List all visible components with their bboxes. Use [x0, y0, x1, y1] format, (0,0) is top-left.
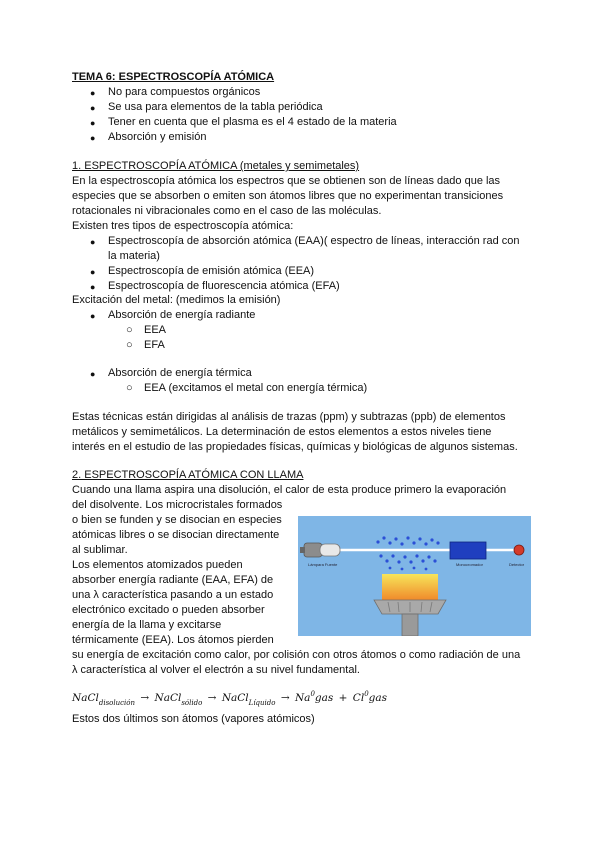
type-item: Espectroscopía de fluorescencia atómica (EFA): [108, 280, 340, 292]
monochromator-icon: [450, 542, 486, 559]
hollow-bullet-icon: ○: [126, 339, 133, 351]
intro-bullet: Absorción y emisión: [108, 131, 207, 143]
excitation-intro: Excitación del metal: (medimos la emisión): [72, 294, 281, 306]
section1-heading: 1. ESPECTROSCOPÍA ATÓMICA (metales y semimetales): [72, 160, 360, 172]
paragraph-line: Cuando una llama aspira una disolución, el calor de esta produce primero la evaporación: [72, 484, 507, 496]
type-item-continuation: la materia): [108, 250, 160, 262]
paragraph-line: térmicamente (EEA). Los átomos pierden: [72, 634, 274, 646]
paragraph-line: una λ característica pasando a un estado: [72, 589, 274, 601]
closing-line: Estos dos últimos son átomos (vapores atómicos): [72, 713, 315, 725]
bullet-icon: ●: [90, 118, 96, 128]
bullet-icon: ●: [90, 369, 96, 379]
bullet-icon: ●: [90, 133, 96, 143]
formula-nacl: NaCl: [221, 692, 249, 704]
paragraph-line: Estas técnicas están dirigidas al análisis de trazas (ppm) y subtrazas (ppb) de elementos: [72, 411, 506, 423]
paragraph-line: Los elementos atomizados pueden: [72, 559, 243, 571]
bullet-icon: ●: [90, 103, 96, 113]
paragraph-line: o bien se funden y se disocian en especies: [72, 514, 282, 526]
flame-spectroscopy-diagram: [298, 516, 531, 636]
section2-heading: 2. ESPECTROSCOPÍA ATÓMICA CON LLAMA: [72, 469, 304, 481]
formula-sup: 0: [310, 690, 315, 698]
bullet-icon: ●: [90, 237, 96, 247]
paragraph-line: atómicas libres o se disocian directamente: [72, 529, 280, 541]
paragraph-line: del disolvente. Los microcristales formados: [72, 499, 283, 511]
intro-bullet: No para compuestos orgánicos: [108, 86, 261, 98]
radiant-subitem: EEA: [144, 324, 167, 336]
monochromator-label: Monocromador: [456, 562, 483, 567]
plus-sign: +: [338, 692, 348, 704]
paragraph-line: especies que se absorben o emiten son átomos libres que no experimentan transiciones: [72, 190, 504, 202]
radiant-subitem: EFA: [144, 339, 165, 351]
formula-cl: Cl: [352, 692, 365, 704]
arrow-icon: →: [280, 692, 290, 704]
thermal-subitem: EEA (excitamos el metal con energía térmica): [144, 382, 368, 394]
bullet-icon: ●: [90, 88, 96, 98]
paragraph-line: al sublimar.: [72, 544, 128, 556]
formula-gas: gas: [314, 692, 334, 704]
paragraph-line: metálicos y semimetálicos. La determinación de estos elementos a estos niveles tiene: [72, 426, 492, 438]
paragraph-line: su energía de excitación como calor, por colisión con otros átomos o como radiación de una: [72, 649, 521, 661]
radiant-item: Absorción de energía radiante: [108, 309, 256, 321]
detector-label: Detector: [509, 562, 525, 567]
paragraph-line: λ característica al volver el electrón a su nivel fundamental.: [72, 664, 360, 676]
formula-nacl: NaCl: [72, 692, 99, 704]
arrow-icon: →: [207, 692, 217, 704]
bullet-icon: ●: [90, 311, 96, 321]
paragraph-line: En la espectroscopía atómica los espectros que se obtienen son de líneas dado que las: [72, 175, 501, 187]
paragraph-line: absorber energía radiante (EAA, EFA) de: [72, 574, 274, 586]
formula-gas: gas: [368, 692, 388, 704]
formula-sub: Líquido: [248, 699, 276, 707]
type-item: Espectroscopía de emisión atómica (EEA): [108, 265, 315, 277]
paragraph-line: interés en el estudio de las propiedades físicas, químicas y biológicas de algunos sistemas.: [72, 441, 518, 453]
intro-bullet: Tener en cuenta que el plasma es el 4 estado de la materia: [108, 116, 397, 128]
reaction-formula: [72, 690, 387, 707]
type-item: Espectroscopía de absorción atómica (EAA)( espectro de líneas, interacción rad con: [108, 235, 520, 247]
paragraph-line: energía de la llama y excitarse: [72, 619, 222, 631]
formula-sub: disolución: [98, 699, 135, 707]
thermal-item: Absorción de energía térmica: [108, 367, 252, 379]
formula-sup: 0: [364, 690, 369, 698]
formula-nacl: NaCl: [154, 692, 182, 704]
hollow-bullet-icon: ○: [126, 324, 133, 336]
paragraph-line: rotacionales ni vibracionales como en el caso de las moléculas.: [72, 205, 382, 217]
lamp-label: Lámpara Fuente: [308, 562, 338, 567]
page-title: TEMA 6: ESPECTROSCOPÍA ATÓMICA: [72, 71, 275, 83]
arrow-icon: →: [140, 692, 150, 704]
formula-sub: sólido: [181, 699, 203, 707]
formula-na: Na: [294, 692, 311, 704]
hollow-bullet-icon: ○: [126, 382, 133, 394]
types-intro: Existen tres tipos de espectroscopía atómica:: [72, 220, 294, 232]
bullet-icon: ●: [90, 282, 96, 292]
lamp-icon: [300, 543, 340, 557]
intro-bullet: Se usa para elementos de la tabla periódica: [108, 101, 323, 113]
bullet-icon: ●: [90, 267, 96, 277]
detector-icon: [514, 545, 524, 555]
paragraph-line: electrónico excitado o pueden absorber: [72, 604, 265, 616]
flame-icon: [382, 574, 438, 600]
